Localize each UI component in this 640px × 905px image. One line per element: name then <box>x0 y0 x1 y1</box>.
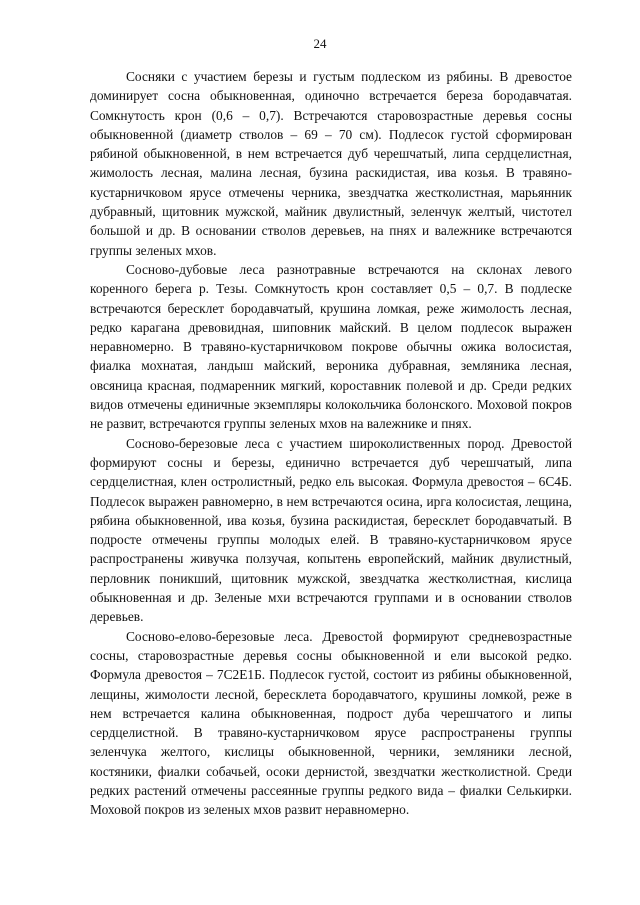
page-number: 24 <box>313 36 327 51</box>
document-body <box>90 67 572 820</box>
paragraph-pine-spruce-birch: Сосново-елово-березовые леса. Древостой формируют средневозрастные сосны, старовозрастные деревья сосны обыкновенной и ели высокой редко. Формула древостоя – 7С2Е1Б. Подлесок густой, состоит из рябины обыкновенной, лещины, жимолости лесной, бересклета бородавчатого, крушины ломкой, реже в нем встречается калина обыкновенная, подрост дуба черешчатого и липы сердцелистной. В травяно-кустарничковом ярусе распространены группы зеленчука желтого, кислицы обыкновенной, черники, земляники лесной, костяники, фиалки собачьей, осоки дернистой, звездчатки жестколистной. Среди редких растений отмечены рассеянные группы редкого вида – фиалки Селькирки. Моховой покров из зеленых мхов развит неравномерно. <box>90 628 572 818</box>
paragraph-pine-oak: Сосново-дубовые леса разнотравные встречаются на склонах левого коренного берега р. Тезы. Сомкнутость крон составляет 0,5 – 0,7. В подлеске встречаются бересклет бородавчатый, крушина ломкая, реже жимолость лесная, редко карагана древовидная, шиповник майский. В целом подлесок выражен неравномерно. В травяно-кустарничковом покрове обычны ожика волосистая, фиалка мохнатая, ландыш майский, вероника дубравная, земляника лесная, овсяница красная, подмаренник мягкий, короставник полевой и др. Среди редких видов отмечены единичные экземпляры колокольчика болонского. Моховой покров не развит, встречаются группы зеленых мхов на валежнике и пнях. <box>90 261 572 432</box>
paragraph-pine-birch-broadleaf: Сосново-березовые леса с участием широколиственных пород. Древостой формируют сосны и березы, единично встречается дуб черешчатый, липа сердцелистная, клен остролистный, редко ель высокая. Формула древостоя – 6С4Б. Подлесок выражен равномерно, в нем встречаются осина, ирга колосистая, лещина, рябина обыкновенной, ива козья, бузина раскидистая, бересклет бородавчатый. В подросте отмечены группы молодых елей. В травяно-кустарничковом ярусе распространены живучка ползучая, копытень европейский, майник двулистный, перловник поникший, щитовник мужской, звездчатка жестколистная, кислица обыкновенная и др. Зеленые мхи встречаются группами и в основании стволов деревьев. <box>90 435 572 625</box>
paragraph-pine-birch-rowan: Сосняки с участием березы и густым подлеском из рябины. В древостое доминирует сосна обыкновенная, одиночно встречается береза бородавчатая. Сомкнутость крон (0,6 – 0,7). Встречаются старовозрастные деревья сосны обыкновенной (диаметр стволов – 69 – 70 см). Подлесок густой сформирован рябиной обыкновенной, в нем встречается дуб черешчатый, липа сердцелистная, жимолость лесная, малина лесная, бузина раскидистая, ива козья. В травяно-кустарничковом ярусе отмечены черника, звездчатка жестколистная, марьянник дубравный, щитовник мужской, майник двулистный, зеленчук желтый, чистотел большой и др. В основании стволов деревьев, на пнях и валежнике встречаются группы зеленых мхов. <box>90 69 572 258</box>
